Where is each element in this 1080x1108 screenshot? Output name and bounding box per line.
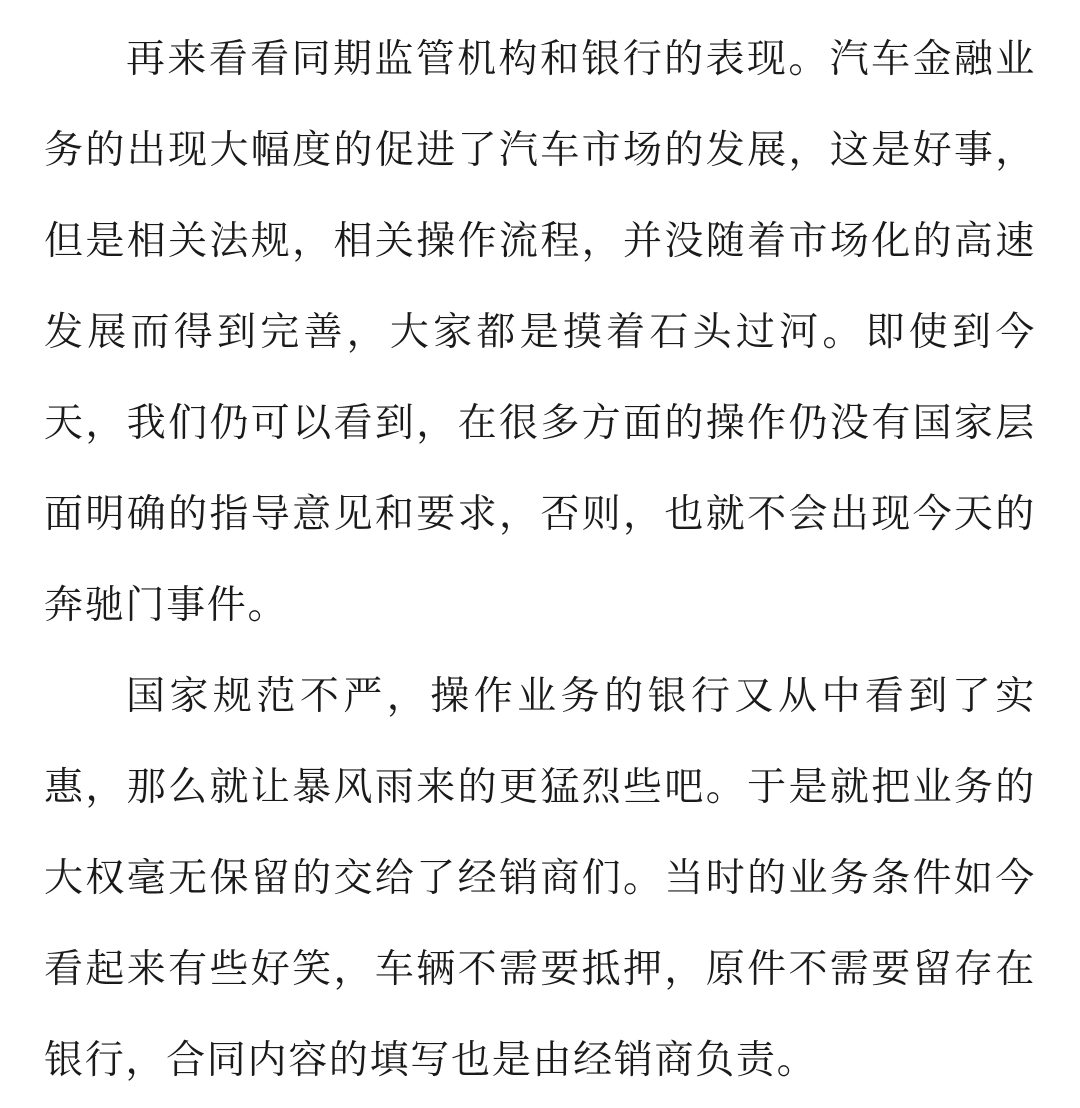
paragraph: 国家规范不严，操作业务的银行又从中看到了实惠，那么就让暴风雨来的更猛烈些吧。于是就把业务的大权毫无保留的交给了经销商们。当时的业务条件如今看起来有些好笑，车辆不需要抵押，原件不需要留存在银行，合同内容的填写也是由经销商负责。 bbox=[44, 674, 1036, 1083]
article-body bbox=[44, 14, 1036, 1106]
paragraph: 再来看看同期监管机构和银行的表现。汽车金融业务的出现大幅度的促进了汽车市场的发展，这是好事，但是相关法规，相关操作流程，并没随着市场化的高速发展而得到完善，大家都是摸着石头过河。即使到今天，我们仍可以看到，在很多方面的操作仍没有国家层面明确的指导意见和要求，否则，也就不会出现今天的奔驰门事件。 bbox=[44, 37, 1036, 628]
